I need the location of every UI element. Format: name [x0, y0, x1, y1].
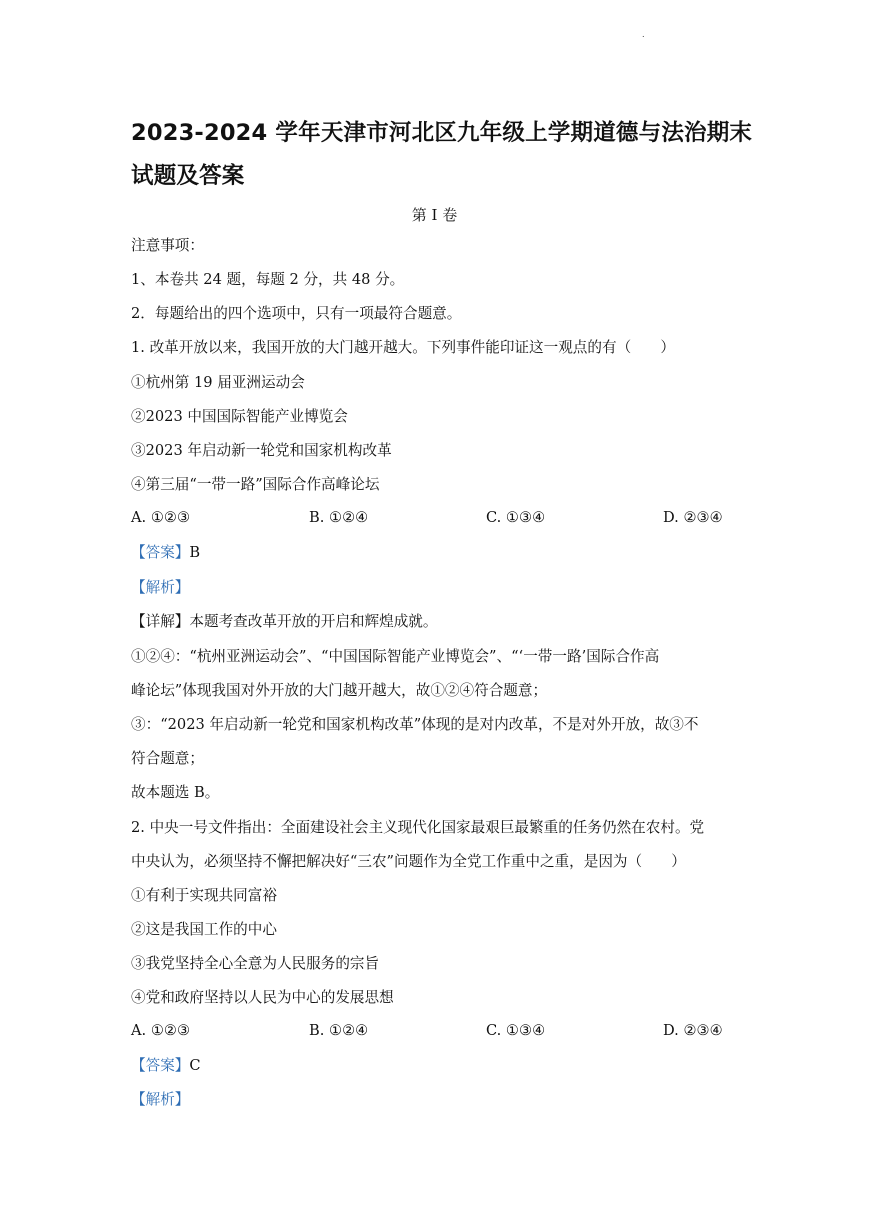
q1-option-b: B. ①②④ — [309, 509, 369, 526]
q1-option-a: A. ①②③ — [131, 509, 191, 526]
q2-answer-value: C — [189, 1057, 201, 1074]
document-title-line-2: 试题及答案 — [131, 163, 245, 189]
q2-option-c: C. ①③④ — [486, 1022, 546, 1039]
q2-answer — [131, 1056, 201, 1076]
q2-analysis-label: 【解析】 — [131, 1091, 190, 1108]
q1-answer-value: B — [189, 544, 201, 561]
q1-explanation-line-3: ③：“2023 年启动新一轮党和国家机构改革”体现的是对内改革，不是对外开放，故③不 — [131, 716, 699, 733]
q2-options — [131, 1022, 751, 1042]
document-title-line-1: 2023-2024 学年天津市河北区九年级上学期道德与法治期末 — [131, 120, 753, 146]
q2-stem-line-1: 2. 中央一号文件指出：全面建设社会主义现代化国家最艰巨最繁重的任务仍然在农村。党 — [131, 819, 705, 836]
q2-stem-line-2: 中央认为，必须坚持不懈把解决好“三农”问题作为全党工作重中之重，是因为（ ） — [131, 853, 686, 870]
q2-statement-4: ④党和政府坚持以人民为中心的发展思想 — [131, 989, 394, 1006]
q1-detail-text: 本题考查改革开放的开启和辉煌成就。 — [189, 613, 438, 630]
q2-statement-3: ③我党坚持全心全意为人民服务的宗旨 — [131, 955, 380, 972]
q1-option-c: C. ①③④ — [486, 509, 546, 526]
q1-statement-1: ①杭州第 19 届亚洲运动会 — [131, 374, 305, 391]
q1-explanation-line-5: 故本题选 B。 — [131, 784, 220, 801]
q1-detail-label: 【详解】 — [131, 613, 190, 630]
notes-item-1: 1、本卷共 24 题，每题 2 分，共 48 分。 — [131, 271, 405, 288]
q1-explanation-line-1: ①②④：“杭州亚洲运动会”、“中国国际智能产业博览会”、“‘一带一路’国际合作高 — [131, 648, 660, 665]
q1-answer — [131, 543, 200, 563]
q2-option-b: B. ①②④ — [309, 1022, 369, 1039]
notes-item-2: 2．每题给出的四个选项中，只有一项最符合题意。 — [131, 305, 462, 322]
q1-answer-label: 【答案】 — [131, 544, 190, 561]
q1-stem: 1. 改革开放以来，我国开放的大门越开越大。下列事件能印证这一观点的有（ ） — [131, 339, 675, 356]
q1-statement-4: ④第三届“一带一路”国际合作高峰论坛 — [131, 476, 380, 493]
q1-explanation-line-4: 符合题意； — [131, 750, 204, 767]
q1-analysis-label: 【解析】 — [131, 579, 190, 596]
q2-option-d: D. ②③④ — [663, 1022, 723, 1039]
q2-statement-2: ②这是我国工作的中心 — [131, 921, 277, 938]
q2-statement-1: ①有利于实现共同富裕 — [131, 887, 277, 904]
corner-dot: . — [642, 30, 645, 39]
q1-detail — [131, 612, 438, 632]
q2-option-a: A. ①②③ — [131, 1022, 191, 1039]
q1-statement-3: ③2023 年启动新一轮党和国家机构改革 — [131, 442, 392, 459]
q1-statement-2: ②2023 中国国际智能产业博览会 — [131, 408, 348, 425]
section-heading: 第 I 卷 — [411, 206, 458, 224]
q1-explanation-line-2: 峰论坛”体现我国对外开放的大门越开越大，故①②④符合题意； — [131, 682, 548, 699]
q1-option-d: D. ②③④ — [663, 509, 723, 526]
notes-heading: 注意事项： — [131, 237, 204, 254]
q1-options — [131, 509, 751, 529]
q2-answer-label: 【答案】 — [131, 1057, 190, 1074]
